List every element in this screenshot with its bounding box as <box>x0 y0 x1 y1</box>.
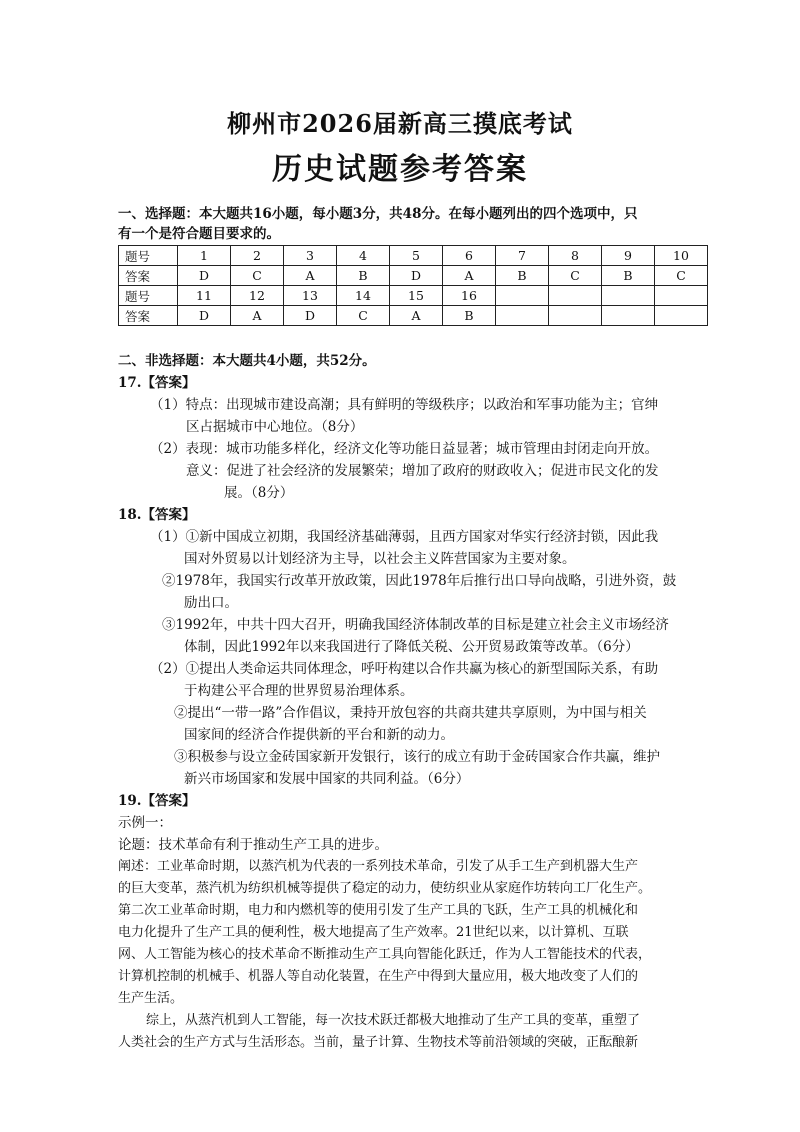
question-number: 7 <box>496 246 549 266</box>
exam-title: 柳州市2026届新高三摸底考试 <box>227 109 573 138</box>
question-number: 2 <box>231 246 284 266</box>
answer-cell <box>496 306 549 326</box>
answer-cell: B <box>443 306 496 326</box>
q19-line: 阐述：工业革命时期，以蒸汽机为代表的一系列技术革命，引发了从手工生产到机器大生产 <box>118 859 639 874</box>
q17-line: （1）特点：出现城市建设高潮；具有鲜明的等级秩序；以政治和军事功能为主；官绅 <box>150 397 659 413</box>
q19-label: 19.【答案】 <box>118 793 196 809</box>
question-number: 14 <box>337 286 390 306</box>
q17-line: 区占据城市中心地位。（8分） <box>186 419 364 435</box>
answer-cell <box>655 306 708 326</box>
choice-answer-table <box>118 245 708 326</box>
question-number <box>496 286 549 306</box>
answer-cell: C <box>549 266 602 286</box>
question-number: 1 <box>178 246 231 266</box>
q18-line: 励出口。 <box>184 595 238 611</box>
answer-cell: B <box>496 266 549 286</box>
section2-heading: 二、非选择题：本大题共4小题，共52分。 <box>118 353 376 369</box>
question-number: 15 <box>390 286 443 306</box>
q18-label: 18.【答案】 <box>118 507 196 523</box>
question-number: 9 <box>602 246 655 266</box>
q17-label: 17.【答案】 <box>118 375 196 391</box>
answer-cell: A <box>231 306 284 326</box>
q19-line: 第二次工业革命时期，电力和内燃机等的使用引发了生产工具的飞跃，生产工具的机械化和 <box>118 903 639 918</box>
q18-line: ②1978年，我国实行改革开放政策，因此1978年后推行出口导向战略，引进外资，鼓 <box>162 573 677 589</box>
question-number: 16 <box>443 286 496 306</box>
q19-line: 计算机控制的机械手、机器人等自动化装置，在生产中得到大量应用，极大地改变了人们的 <box>118 969 639 984</box>
answer-cell: B <box>337 266 390 286</box>
answer-cell: D <box>284 306 337 326</box>
q18-line: 体制，因此1992年以来我国进行了降低关税、公开贸易政策等改革。（6分） <box>184 639 639 655</box>
section1-heading: 一、选择题：本大题共16小题，每小题3分，共48分。在每小题列出的四个选项中，只 有一个是符合题目要求的。 <box>118 206 638 242</box>
q18-line: （2）①提出人类命运共同体理念，呼吁构建以合作共赢为核心的新型国际关系，有助 <box>150 661 659 677</box>
row-label-number: 题号 <box>119 246 178 266</box>
q19-line: 的巨大变革，蒸汽机为纺织机械等提供了稳定的动力，使纺织业从家庭作坊转向工厂化生产。 <box>118 881 652 896</box>
q18-line: ③积极参与设立金砖国家新开发银行，该行的成立有助于金砖国家合作共赢，维护 <box>174 749 660 765</box>
q18-line: 国对外贸易以计划经济为主导，以社会主义阵营国家为主要对象。 <box>184 551 576 567</box>
q18-line: 于构建公平合理的世界贸易治理体系。 <box>184 683 414 699</box>
row-label-answer: 答案 <box>119 266 178 286</box>
table-row <box>119 306 708 326</box>
q19-line: 人类社会的生产方式与生活形态。当前，量子计算、生物技术等前沿领域的突破，正酝酿新 <box>118 1035 639 1050</box>
question-number: 3 <box>284 246 337 266</box>
question-number: 13 <box>284 286 337 306</box>
answer-cell: B <box>602 266 655 286</box>
table-row <box>119 286 708 306</box>
question-number <box>655 286 708 306</box>
q18-line: ③1992年，中共十四大召开，明确我国经济体制改革的目标是建立社会主义市场经济 <box>162 617 669 633</box>
q18-line: ②提出“一带一路”合作倡议，秉持开放包容的共商共建共享原则，为中国与相关 <box>174 705 647 721</box>
table-row <box>119 266 708 286</box>
answer-cell: A <box>443 266 496 286</box>
answer-cell <box>549 306 602 326</box>
answer-cell: D <box>178 266 231 286</box>
table-row <box>119 246 708 266</box>
question-number: 8 <box>549 246 602 266</box>
q19-example: 示例一： <box>118 815 172 831</box>
q19-line: 电力化提升了生产工具的便利性，极大地提高了生产效率。21世纪以来，以计算机、互联 <box>118 925 629 940</box>
q19-line: 网、人工智能为核心的技术革命不断推动生产工具向智能化跃迁，作为人工智能技术的代表， <box>118 947 652 962</box>
question-number: 4 <box>337 246 390 266</box>
answer-cell: A <box>284 266 337 286</box>
question-number: 6 <box>443 246 496 266</box>
question-number: 5 <box>390 246 443 266</box>
answer-title: 历史试题参考答案 <box>272 152 528 187</box>
q17-line: 展。（8分） <box>224 485 294 501</box>
answer-cell: C <box>337 306 390 326</box>
row-label-answer: 答案 <box>119 306 178 326</box>
q17-line: 意义：促进了社会经济的发展繁荣；增加了政府的财政收入；促进市民文化的发 <box>186 463 659 479</box>
q19-line: 生产生活。 <box>118 991 184 1006</box>
q19-line: 综上，从蒸汽机到人工智能，每一次技术跃迁都极大地推动了生产工具的变革，重塑了 <box>146 1013 641 1028</box>
question-number: 11 <box>178 286 231 306</box>
question-number <box>602 286 655 306</box>
answer-cell: D <box>390 266 443 286</box>
q18-line: （1）①新中国成立初期，我国经济基础薄弱，且西方国家对华实行经济封锁，因此我 <box>150 529 659 545</box>
question-number <box>549 286 602 306</box>
q17-line: （2）表现：城市功能多样化，经济文化等功能日益显著；城市管理由封闭走向开放。 <box>150 441 659 457</box>
q19-thesis: 论题：技术革命有利于推动生产工具的进步。 <box>118 837 388 853</box>
q18-line: 新兴市场国家和发展中国家的共同利益。（6分） <box>184 771 470 787</box>
answer-cell: C <box>231 266 284 286</box>
answer-cell: A <box>390 306 443 326</box>
question-number: 10 <box>655 246 708 266</box>
row-label-number: 题号 <box>119 286 178 306</box>
answer-cell <box>602 306 655 326</box>
q18-line: 国家间的经济合作提供新的平台和新的动力。 <box>184 727 454 743</box>
answer-cell: D <box>178 306 231 326</box>
question-number: 12 <box>231 286 284 306</box>
answer-cell: C <box>655 266 708 286</box>
